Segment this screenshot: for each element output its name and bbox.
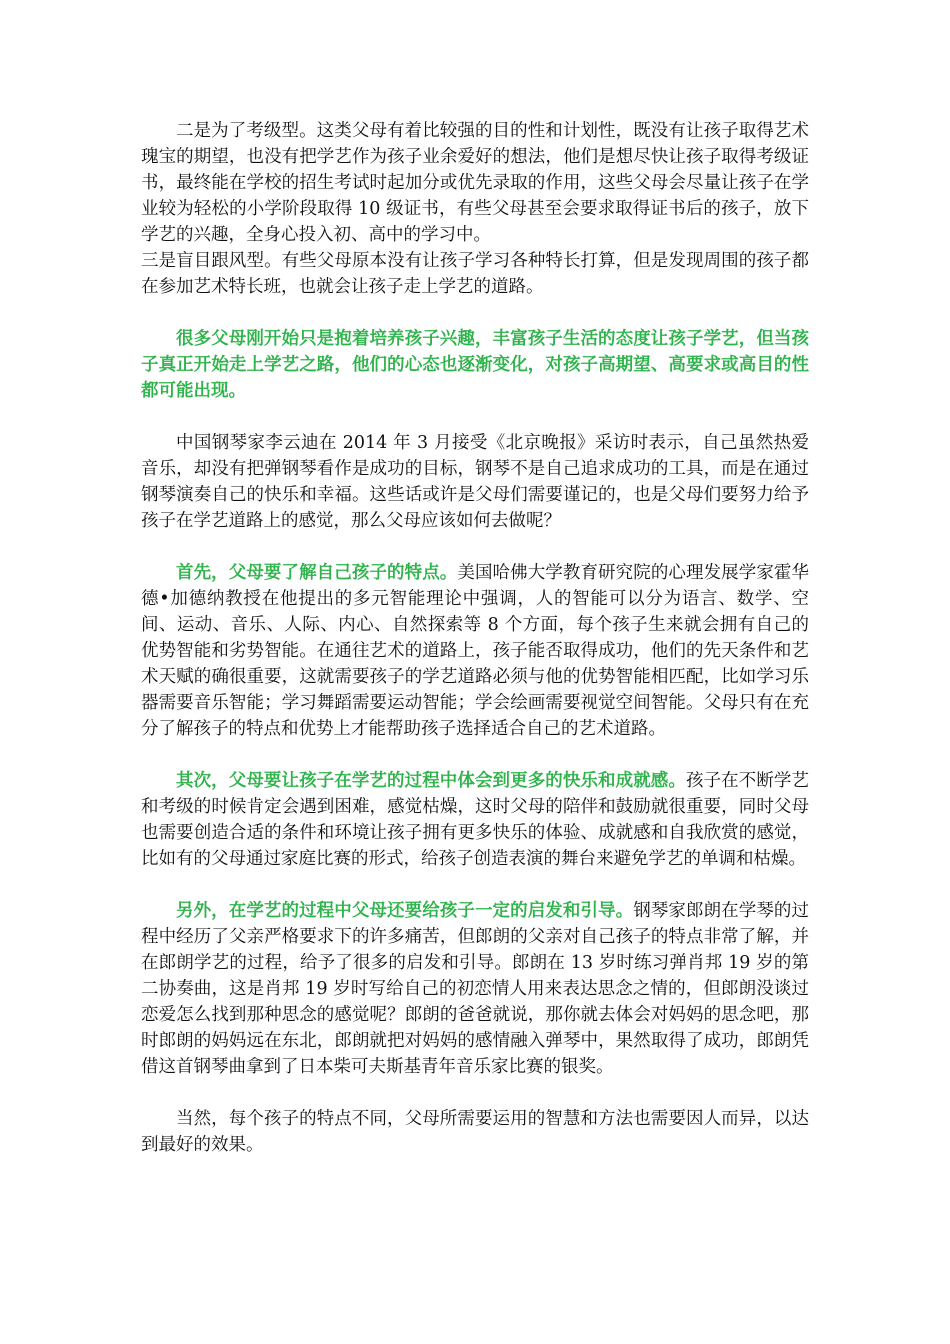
paragraph-follow-trend: 三是盲目跟风型。有些父母原本没有让孩子学习各种特长打算，但是发现周围的孩子都在参加艺术特长班，也就会让孩子走上学艺的道路。 xyxy=(141,251,809,297)
highlight-paragraph-mindset: 很多父母刚开始只是抱着培养孩子兴趣，丰富孩子生活的态度让孩子学艺，但当孩子真正开始走上学艺之路，他们的心态也逐渐变化，对孩子高期望、高要求或高目的性都可能出现。 xyxy=(141,329,809,401)
paragraph-second-point xyxy=(141,768,809,872)
paragraph-first-point xyxy=(141,560,809,742)
third-point-heading: 另外，在学艺的过程中父母还要给孩子一定的启发和引导。 xyxy=(176,901,634,921)
paragraph-conclusion: 当然，每个孩子的特点不同，父母所需要运用的智慧和方法也需要因人而异，以达到最好的效果。 xyxy=(141,1109,809,1155)
second-point-heading: 其次，父母要让孩子在学艺的过程中体会到更多的快乐和成就感。 xyxy=(176,771,686,791)
paragraph-third-point xyxy=(141,898,809,1080)
article-body xyxy=(141,118,809,1158)
first-point-heading: 首先，父母要了解自己孩子的特点。 xyxy=(176,563,458,583)
third-point-text: 钢琴家郎朗在学琴的过程中经历了父亲严格要求下的许多痛苦，但郎朗的父亲对自己孩子的特点非常了解，并在郎朗学艺的过程，给予了很多的启发和引导。郎朗在 13 岁时练习弹肖邦 19 岁的第二协奏曲，这是肖邦 19 岁时写给自己的初恋情人用来表达思念之情的，但郎朗没谈过恋爱怎么找到那种思念的感觉呢？郎朗的爸爸就说，那你就去体会对妈妈的思念吧，那时郎朗的妈妈远在东北，郎朗就把对妈妈的感情融入弹琴中，果然取得了成功，郎朗凭借这首钢琴曲拿到了日本柴可夫斯基青年音乐家比赛的银奖。 xyxy=(141,901,810,1077)
paragraph-li-yundi: 中国钢琴家李云迪在 2014 年 3 月接受《北京晚报》采访时表示，自己虽然热爱音乐，却没有把弹钢琴看作是成功的目标，钢琴不是自己追求成功的工具，而是在通过钢琴演奏自己的快乐和幸福。这些话或许是父母们需要谨记的，也是父母们要努力给予孩子在学艺道路上的感觉，那么父母应该如何去做呢？ xyxy=(141,433,809,531)
second-point-text: 孩子在不断学艺和考级的时候肯定会遇到困难，感觉枯燥，这时父母的陪伴和鼓励就很重要，同时父母也需要创造合适的条件和环境让孩子拥有更多快乐的体验、成就感和自我欣赏的感觉，比如有的父母通过家庭比赛的形式，给孩子创造表演的舞台来避免学艺的单调和枯燥。 xyxy=(141,771,809,869)
first-point-text: 美国哈佛大学教育研究院的心理发展学家霍华德•加德纳教授在他提出的多元智能理论中强调，人的智能可以分为语言、数学、空间、运动、音乐、人际、内心、自然探索等 8 个方面，每个孩子生来就会拥有自己的优势智能和劣势智能。在通往艺术的道路上，孩子能否取得成功，他们的先天条件和艺术天赋的确很重要，这就需要孩子的学艺道路必须与他的优势智能相匹配，比如学习乐器需要音乐智能；学习舞蹈需要运动智能；学会绘画需要视觉空间智能。父母只有在充分了解孩子的特点和优势上才能帮助孩子选择适合自己的艺术道路。 xyxy=(141,563,810,739)
paragraph-exam-type: 二是为了考级型。这类父母有着比较强的目的性和计划性，既没有让孩子取得艺术瑰宝的期望，也没有把学艺作为孩子业余爱好的想法，他们是想尽快让孩子取得考级证书，最终能在学校的招生考试时起加分或优先录取的作用，这些父母会尽量让孩子在学业较为轻松的小学阶段取得 10 级证书，有些父母甚至会要求取得证书后的孩子，放下学艺的兴趣，全身心投入初、高中的学习中。 xyxy=(141,121,809,245)
